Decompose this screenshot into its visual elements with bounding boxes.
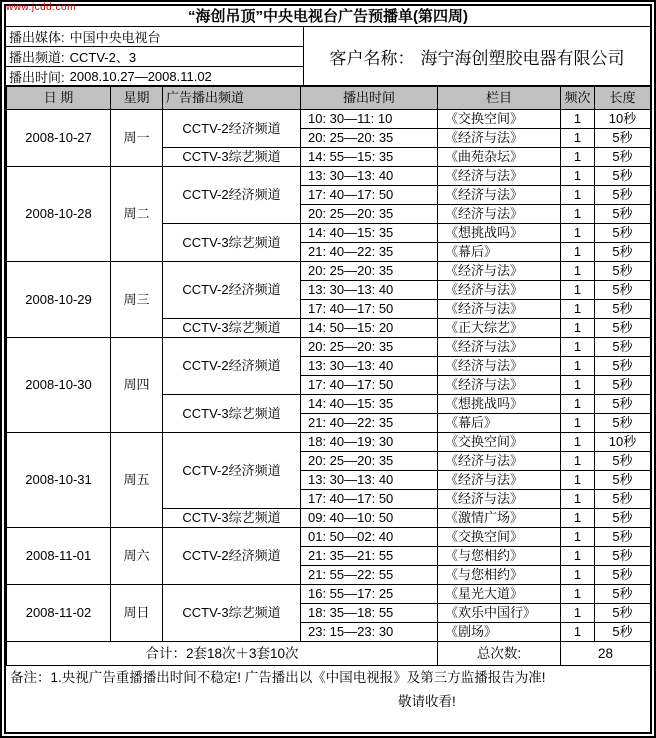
time-cell: 18: 40—19: 30 [301, 433, 438, 452]
program-cell: 《经济与法》 [438, 129, 561, 148]
program-cell: 《欢乐中国行》 [438, 604, 561, 623]
length-cell: 5秒 [595, 509, 651, 528]
date-cell: 2008-10-29 [7, 262, 111, 338]
schedule-row [7, 585, 651, 604]
program-cell: 《激情广场》 [438, 509, 561, 528]
summary-row [7, 642, 651, 666]
col-header-channel: 广告播出频道 [163, 87, 301, 110]
program-cell: 《幕后》 [438, 414, 561, 433]
freq-cell: 1 [561, 433, 595, 452]
col-header-freq: 频次 [561, 87, 595, 110]
channel-cell: CCTV-2经济频道 [163, 338, 301, 395]
freq-cell: 1 [561, 471, 595, 490]
time-cell: 14: 55—15: 35 [301, 148, 438, 167]
program-cell: 《曲苑杂坛》 [438, 148, 561, 167]
program-cell: 《与您相约》 [438, 547, 561, 566]
length-cell: 5秒 [595, 319, 651, 338]
freq-cell: 1 [561, 205, 595, 224]
channel-label: 播出频道: [9, 50, 65, 65]
length-cell: 5秒 [595, 395, 651, 414]
period-label: 播出时间: [9, 70, 65, 85]
col-header-program: 栏目 [438, 87, 561, 110]
program-cell: 《交换空间》 [438, 433, 561, 452]
freq-cell: 1 [561, 452, 595, 471]
client-label: 客户名称： [329, 48, 415, 68]
freq-cell: 1 [561, 528, 595, 547]
schedule-row [7, 528, 651, 547]
page-title: “海创吊顶”中央电视台广告预播单(第四周) [6, 6, 650, 27]
program-cell: 《经济与法》 [438, 490, 561, 509]
week-cell: 周三 [111, 262, 163, 338]
client-cell [304, 27, 650, 85]
length-cell: 5秒 [595, 224, 651, 243]
freq-cell: 1 [561, 338, 595, 357]
program-cell: 《交换空间》 [438, 110, 561, 129]
broadcast-info [6, 27, 304, 85]
freq-cell: 1 [561, 148, 595, 167]
summary-count-value: 28 [561, 642, 651, 666]
channel-cell: CCTV-3综艺频道 [163, 224, 301, 262]
time-cell: 21: 35—21: 55 [301, 547, 438, 566]
length-cell: 5秒 [595, 623, 651, 642]
time-cell: 23: 15—23: 30 [301, 623, 438, 642]
length-cell: 5秒 [595, 281, 651, 300]
length-cell: 10秒 [595, 433, 651, 452]
date-cell: 2008-10-31 [7, 433, 111, 528]
freq-cell: 1 [561, 604, 595, 623]
table-header-row [7, 87, 651, 110]
channel-cell: CCTV-3综艺频道 [163, 509, 301, 528]
week-cell: 周四 [111, 338, 163, 433]
freq-cell: 1 [561, 490, 595, 509]
length-cell: 5秒 [595, 376, 651, 395]
length-cell: 10秒 [595, 110, 651, 129]
schedule-body [7, 110, 651, 642]
length-cell: 5秒 [595, 452, 651, 471]
freq-cell: 1 [561, 186, 595, 205]
program-cell: 《想挑战吗》 [438, 224, 561, 243]
length-cell: 5秒 [595, 528, 651, 547]
schedule-row [7, 433, 651, 452]
program-cell: 《经济与法》 [438, 186, 561, 205]
freq-cell: 1 [561, 262, 595, 281]
program-cell: 《正大综艺》 [438, 319, 561, 338]
channel-value: CCTV-2、3 [69, 50, 137, 65]
channel-cell: CCTV-3综艺频道 [163, 585, 301, 642]
schedule-row [7, 262, 651, 281]
week-cell: 周六 [111, 528, 163, 585]
length-cell: 5秒 [595, 167, 651, 186]
length-cell: 5秒 [595, 205, 651, 224]
freq-cell: 1 [561, 129, 595, 148]
length-cell: 5秒 [595, 243, 651, 262]
freq-cell: 1 [561, 395, 595, 414]
channel-cell: CCTV-3综艺频道 [163, 148, 301, 167]
week-cell: 周日 [111, 585, 163, 642]
program-cell: 《经济与法》 [438, 205, 561, 224]
time-cell: 16: 55—17: 25 [301, 585, 438, 604]
channel-cell: CCTV-2经济频道 [163, 167, 301, 224]
col-header-week: 星期 [111, 87, 163, 110]
col-header-date: 日 期 [7, 87, 111, 110]
schedule-row [7, 338, 651, 357]
info-row-media [6, 27, 303, 47]
channel-cell: CCTV-3综艺频道 [163, 319, 301, 338]
week-cell: 周二 [111, 167, 163, 262]
summary-total: 合计：2套18次＋3套10次 [7, 642, 438, 666]
client-value: 海宁海创塑胶电器有限公司 [420, 48, 625, 68]
length-cell: 5秒 [595, 338, 651, 357]
length-cell: 5秒 [595, 604, 651, 623]
length-cell: 5秒 [595, 186, 651, 205]
closing-text: 敬请收看! [398, 694, 456, 709]
col-header-length: 长度 [595, 87, 651, 110]
program-cell: 《想挑战吗》 [438, 395, 561, 414]
time-cell: 13: 30—13: 40 [301, 167, 438, 186]
freq-cell: 1 [561, 110, 595, 129]
info-row-period [6, 67, 303, 86]
freq-cell: 1 [561, 376, 595, 395]
length-cell: 5秒 [595, 357, 651, 376]
freq-cell: 1 [561, 509, 595, 528]
length-cell: 5秒 [595, 300, 651, 319]
program-cell: 《幕后》 [438, 243, 561, 262]
time-cell: 13: 30—13: 40 [301, 471, 438, 490]
freq-cell: 1 [561, 623, 595, 642]
time-cell: 13: 30—13: 40 [301, 281, 438, 300]
info-row-channel [6, 47, 303, 67]
length-cell: 5秒 [595, 262, 651, 281]
schedule-row [7, 110, 651, 129]
program-cell: 《经济与法》 [438, 300, 561, 319]
channel-cell: CCTV-2经济频道 [163, 433, 301, 509]
time-cell: 21: 55—22: 55 [301, 566, 438, 585]
channel-cell: CCTV-3综艺频道 [163, 395, 301, 433]
length-cell: 5秒 [595, 148, 651, 167]
date-cell: 2008-11-01 [7, 528, 111, 585]
date-cell: 2008-10-28 [7, 167, 111, 262]
week-cell: 周一 [111, 110, 163, 167]
channel-cell: CCTV-2经济频道 [163, 262, 301, 319]
date-cell: 2008-11-02 [7, 585, 111, 642]
freq-cell: 1 [561, 585, 595, 604]
freq-cell: 1 [561, 547, 595, 566]
program-cell: 《经济与法》 [438, 262, 561, 281]
remark-text: 备注：1.央视广告重播播出时间不稳定! 广告播出以《中国电视报》及第三方监播报告为准! [10, 670, 546, 685]
watermark-text: www.jcdd.com [6, 2, 76, 13]
summary-count-label: 总次数: [438, 642, 561, 666]
notes-section [6, 666, 650, 732]
time-cell: 17: 40—17: 50 [301, 376, 438, 395]
time-cell: 20: 25—20: 35 [301, 452, 438, 471]
length-cell: 5秒 [595, 471, 651, 490]
media-value: 中国中央电视台 [69, 30, 161, 45]
length-cell: 5秒 [595, 129, 651, 148]
time-cell: 17: 40—17: 50 [301, 186, 438, 205]
length-cell: 5秒 [595, 547, 651, 566]
time-cell: 21: 40—22: 35 [301, 243, 438, 262]
channel-cell: CCTV-2经济频道 [163, 110, 301, 148]
freq-cell: 1 [561, 414, 595, 433]
freq-cell: 1 [561, 167, 595, 186]
time-cell: 14: 40—15: 35 [301, 395, 438, 414]
length-cell: 5秒 [595, 414, 651, 433]
date-cell: 2008-10-27 [7, 110, 111, 167]
week-cell: 周五 [111, 433, 163, 528]
length-cell: 5秒 [595, 566, 651, 585]
freq-cell: 1 [561, 281, 595, 300]
program-cell: 《经济与法》 [438, 376, 561, 395]
time-cell: 14: 40—15: 35 [301, 224, 438, 243]
time-cell: 20: 25—20: 35 [301, 129, 438, 148]
time-cell: 18: 35—18: 55 [301, 604, 438, 623]
channel-cell: CCTV-2经济频道 [163, 528, 301, 585]
time-cell: 17: 40—17: 50 [301, 490, 438, 509]
time-cell: 10: 30—11: 10 [301, 110, 438, 129]
freq-cell: 1 [561, 224, 595, 243]
media-label: 播出媒体: [9, 30, 65, 45]
program-cell: 《经济与法》 [438, 471, 561, 490]
time-cell: 20: 25—20: 35 [301, 338, 438, 357]
freq-cell: 1 [561, 243, 595, 262]
freq-cell: 1 [561, 357, 595, 376]
time-cell: 13: 30—13: 40 [301, 357, 438, 376]
program-cell: 《与您相约》 [438, 566, 561, 585]
schedule-row [7, 167, 651, 186]
time-cell: 20: 25—20: 35 [301, 205, 438, 224]
info-section [6, 27, 650, 86]
length-cell: 5秒 [595, 490, 651, 509]
program-cell: 《经济与法》 [438, 167, 561, 186]
freq-cell: 1 [561, 319, 595, 338]
period-value: 2008.10.27—2008.11.02 [69, 69, 212, 84]
freq-cell: 1 [561, 566, 595, 585]
sheet-inner-frame [4, 4, 652, 734]
program-cell: 《经济与法》 [438, 452, 561, 471]
length-cell: 5秒 [595, 585, 651, 604]
freq-cell: 1 [561, 300, 595, 319]
time-cell: 01: 50—02: 40 [301, 528, 438, 547]
program-cell: 《剧场》 [438, 623, 561, 642]
time-cell: 21: 40—22: 35 [301, 414, 438, 433]
date-cell: 2008-10-30 [7, 338, 111, 433]
time-cell: 17: 40—17: 50 [301, 300, 438, 319]
program-cell: 《星光大道》 [438, 585, 561, 604]
program-cell: 《经济与法》 [438, 357, 561, 376]
program-cell: 《交换空间》 [438, 528, 561, 547]
program-cell: 《经济与法》 [438, 281, 561, 300]
schedule-table [6, 86, 651, 666]
time-cell: 14: 50—15: 20 [301, 319, 438, 338]
time-cell: 20: 25—20: 35 [301, 262, 438, 281]
col-header-time: 播出时间 [301, 87, 438, 110]
time-cell: 09: 40—10: 50 [301, 509, 438, 528]
program-cell: 《经济与法》 [438, 338, 561, 357]
